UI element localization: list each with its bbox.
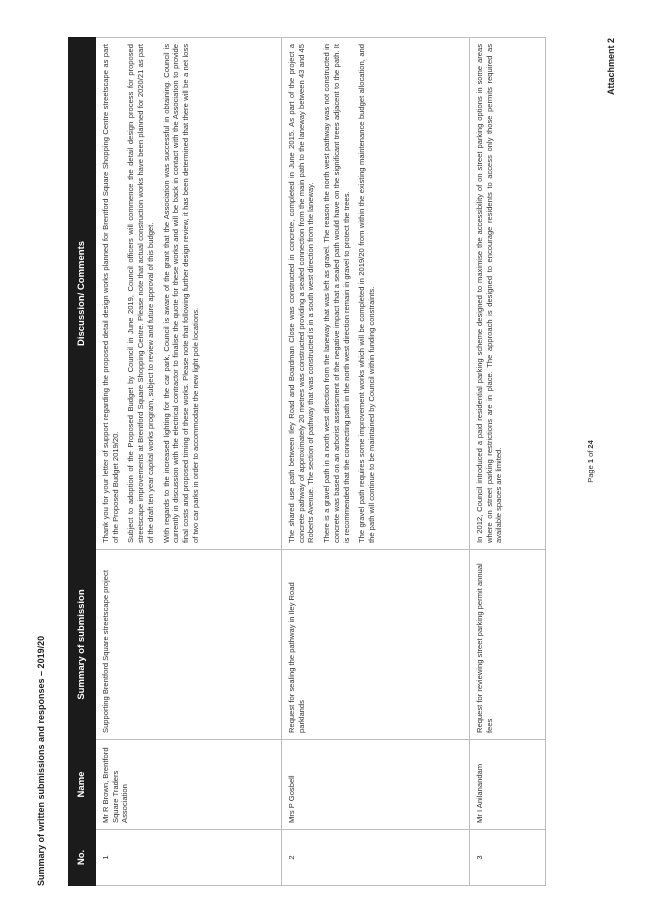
page-total: 24	[586, 440, 595, 449]
discussion-paragraph: There is a gravel path in a north west direction from the laneway that was left as gravel. The reason the north west pathway was not constructed in concrete was based on an arborist assessment of the negative impact that a sealed path would have on the significant trees adjacent to the path. It is recommended that the connecting path in the north west direction remain in gravel to protect the trees.	[322, 44, 351, 543]
row-name: Mr R Brown, Brentford Square Traders Association	[96, 740, 282, 830]
row-discussion	[96, 38, 282, 550]
row-summary: Request for reviewing street parking permit annual fees	[470, 550, 546, 740]
discussion-paragraph: Subject to adoption of the Proposed Budget by Council in June 2019, Council officers will commence the detail design process for proposed streetscape improvements at Brentford Square Shopping Centre. Please note that actual construction works have been planned for 2020/21 as part of the draft ten year capital works program, subject to review and future approval of this budget.	[126, 44, 155, 543]
row-name: Mr I Anilanandam	[470, 740, 546, 830]
row-discussion	[282, 38, 470, 550]
row-number: 1	[96, 830, 282, 886]
discussion-paragraph: The shared use path between Iley Road and Boardman Close was constructed in concrete, completed in June 2015. As part of the project a concrete pathway of approximately 20 metres was constructed providing a sealed connection from the main path to the laneway between 43 and 45 Roberts Avenue. The section of pathway that was constructed is in a south west direction from the laneway.	[287, 44, 316, 543]
row-summary: Request for sealing the pathway in Iley Road parklands	[282, 550, 470, 740]
row-name: Mrs P Gosbell	[282, 740, 470, 830]
submissions-table	[68, 37, 546, 886]
table-row	[96, 38, 282, 886]
header-summary: Summary of submission	[69, 550, 96, 740]
table-header-row	[69, 38, 96, 886]
header-number: No.	[69, 830, 96, 886]
row-number: 2	[282, 830, 470, 886]
header-name: Name	[69, 740, 96, 830]
discussion-paragraph: Thank you for your letter of support regarding the proposed detail design works planned for Brentford Square Shopping Centre streetscape as part of the Proposed Budget 2019/20.	[101, 44, 120, 543]
page-number	[586, 0, 595, 923]
row-summary: Supporting Brentford Square streetscape project	[96, 550, 282, 740]
document-title: Summary of written submissions and responses – 2019/20	[36, 635, 46, 886]
table-row	[470, 38, 546, 886]
table-row	[282, 38, 470, 886]
discussion-paragraph: In 2012, Council introduced a paid residential parking scheme designed to maximise the accessibility of on street parking options in some areas where on street parking restrictions are in place. The approach is designed to encourage residents to access only those permits required as available spaces are limited.	[475, 44, 504, 543]
row-number: 3	[470, 830, 546, 886]
discussion-paragraph: With regards to the increased lighting for the car park, Council is aware of the grant that the Association was successful in obtaining. Council is currently in discussion with the electrical contractor to finalise the quote for these works and will be back in contact with the Association to provide final costs and proposed timing of these works. Please note that following further design review, it has been determined that there will be a net loss of two car parks in order to accommodate the new light pole locations.	[161, 44, 200, 543]
page-current: 1	[586, 459, 595, 464]
row-discussion	[470, 38, 546, 550]
discussion-paragraph: The gravel path requires some improvement works which will be completed in 2019/20 from within the existing maintenance budget allocation, and the path will continue to be maintained by Council within funding constraints.	[357, 44, 377, 543]
page-prefix: Page	[586, 463, 595, 483]
page-of: of	[586, 448, 595, 459]
header-discussion: Discussion/ Comments	[69, 38, 96, 550]
attachment-label: Attachment 2	[606, 38, 616, 96]
